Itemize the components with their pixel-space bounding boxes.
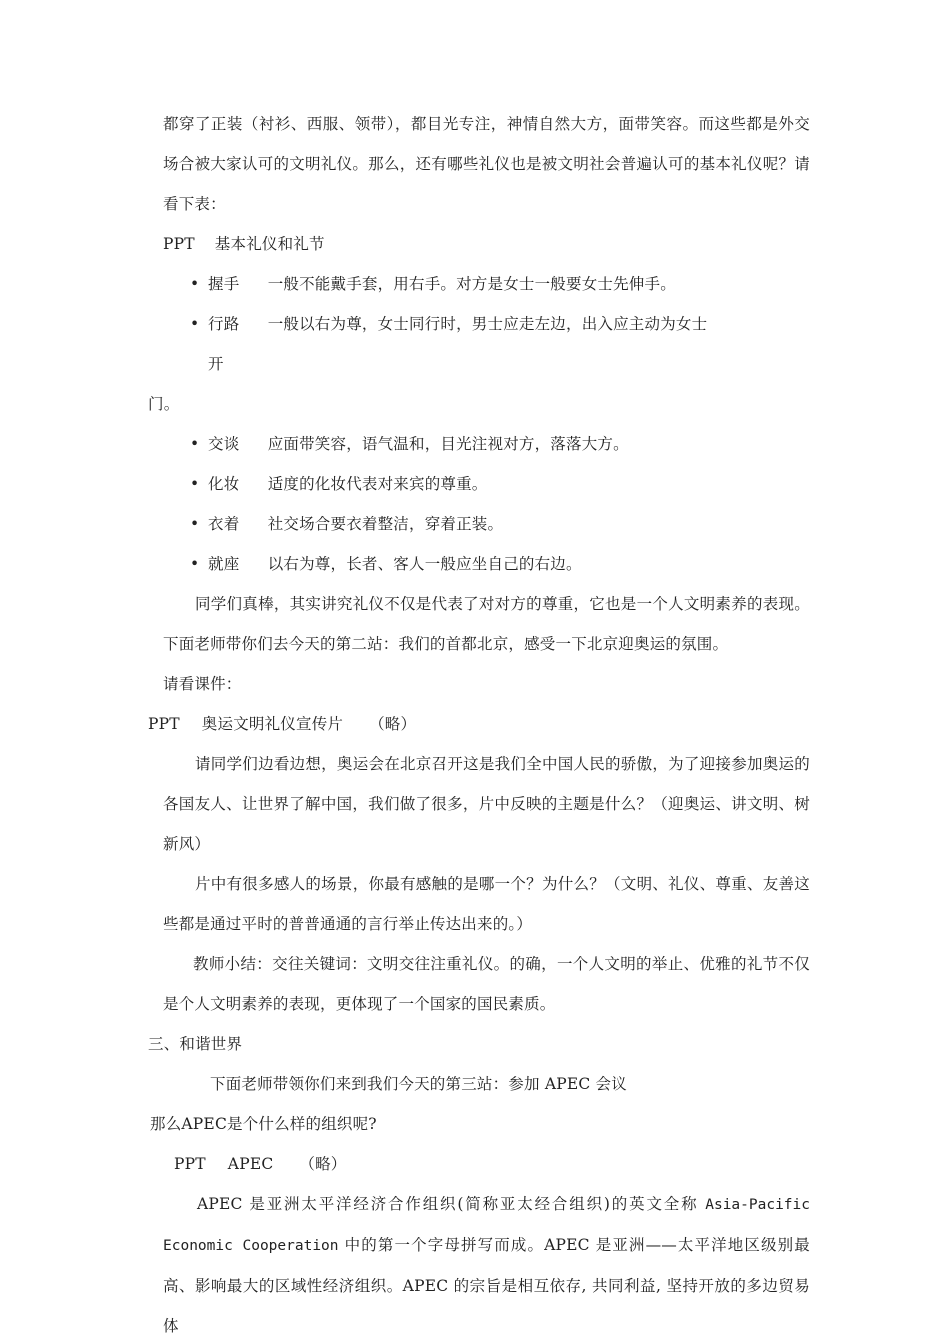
document-body — [148, 104, 810, 1344]
ppt-olympic-line — [148, 704, 810, 744]
list-item — [148, 264, 810, 304]
bullet-term: 化妆 — [208, 475, 240, 493]
ppt-apec-title: APEC — [227, 1155, 274, 1173]
bullet-text: 社交场合要衣着整洁，穿着正装。 — [267, 515, 504, 533]
bullet-text: 应面带笑容，语气温和，目光注视对方，落落大方。 — [267, 435, 629, 453]
bullet-text: 一般以右为尊，女士同行时，男士应走左边，出入应主动为女士 — [267, 315, 708, 333]
bullet-dot-icon: • — [190, 275, 200, 293]
ppt-label: PPT — [148, 715, 180, 733]
list-item — [148, 544, 810, 584]
etiquette-bullet-list-part1 — [148, 264, 810, 384]
apec-definition-part1: APEC 是亚洲太平洋经济合作组织(简称亚太经合组织)的英文全称 — [197, 1195, 706, 1213]
bullet-dot-icon: • — [190, 475, 200, 493]
bullet-text: 适度的化妆代表对来宾的尊重。 — [267, 475, 488, 493]
paragraph-what-is-apec: 那么APEC是个什么样的组织呢? — [150, 1115, 377, 1133]
apec-definition-part2: 中的第一个字母拼写而成。APEC 是亚洲——太平洋地区级别最高、影响最大的区域性经济组织。APEC 的宗旨是相互依存, 共同利益, 坚持开放的多边贸易体 — [163, 1236, 810, 1335]
paragraph-see-courseware: 请看课件： — [163, 675, 242, 693]
bullet-dot-icon: • — [190, 435, 200, 453]
ppt-label: PPT — [163, 235, 195, 253]
bullet-term: 行路 — [208, 315, 240, 333]
bullet-text-trailing: 开 — [208, 355, 224, 373]
bullet-term: 交谈 — [208, 435, 240, 453]
paragraph-moving-scenes: 片中有很多感人的场景，你最有感触的是哪一个？为什么？（文明、礼仪、尊重、友善这些都是通过平时的普普通通的言行举止传达出来的。） — [163, 875, 810, 933]
ppt-apec-note: （略） — [299, 1155, 347, 1173]
line-continuation-door: 门。 — [148, 395, 180, 413]
paragraph-intro: 都穿了正装（衬衫、西服、领带），都目光专注，神情自然大方，面带笑容。而这些都是外交场合被大家认可的文明礼仪。那么，还有哪些礼仪也是被文明社会普遍认可的基本礼仪呢？请看下表： — [163, 115, 810, 213]
ppt-label: PPT — [174, 1155, 206, 1173]
section-heading-three: 三、和谐世界 — [148, 1035, 243, 1053]
bullet-dot-icon: • — [190, 515, 200, 533]
bullet-dot-icon: • — [190, 315, 200, 333]
paragraph-third-stop: 下面老师带领你们来到我们今天的第三站：参加 APEC 会议 — [210, 1075, 627, 1093]
etiquette-bullet-list-part2 — [148, 424, 810, 584]
apec-definition-latin: Asia-Pacific Economic Cooperation — [163, 1197, 810, 1254]
paragraph-apec-definition — [148, 1184, 810, 1344]
paragraph-praise: 同学们真棒，其实讲究礼仪不仅是代表了对对方的尊重，它也是一个人文明素养的表现。下面老师带你们去今天的第二站：我们的首都北京，感受一下北京迎奥运的氛围。 — [163, 595, 810, 653]
list-item — [148, 304, 810, 384]
bullet-text: 一般不能戴手套，用右手。对方是女士一般要女士先伸手。 — [267, 275, 676, 293]
list-item — [148, 424, 810, 464]
list-item — [148, 464, 810, 504]
bullet-term: 就座 — [208, 555, 240, 573]
ppt-basic-title: 基本礼仪和礼节 — [214, 235, 325, 253]
ppt-olympic-note: （略） — [369, 715, 417, 733]
bullet-term: 握手 — [208, 275, 240, 293]
ppt-olympic-title: 奥运文明礼仪宣传片 — [201, 715, 344, 733]
paragraph-teacher-summary: 教师小结：交往关键词：文明交往注重礼仪。的确，一个人文明的举止、优雅的礼节不仅是个人文明素养的表现，更体现了一个国家的国民素质。 — [163, 955, 810, 1013]
list-item — [148, 504, 810, 544]
bullet-dot-icon: • — [190, 555, 200, 573]
ppt-apec-line — [148, 1144, 810, 1184]
paragraph-watch-think: 请同学们边看边想，奥运会在北京召开这是我们全中国人民的骄傲，为了迎接参加奥运的各国友人、让世界了解中国，我们做了很多，片中反映的主题是什么？（迎奥运、讲文明、树新风） — [163, 755, 810, 853]
bullet-text: 以右为尊，长者、客人一般应坐自己的右边。 — [267, 555, 582, 573]
bullet-term: 衣着 — [208, 515, 240, 533]
ppt-basic-etiquette-line — [148, 224, 810, 264]
